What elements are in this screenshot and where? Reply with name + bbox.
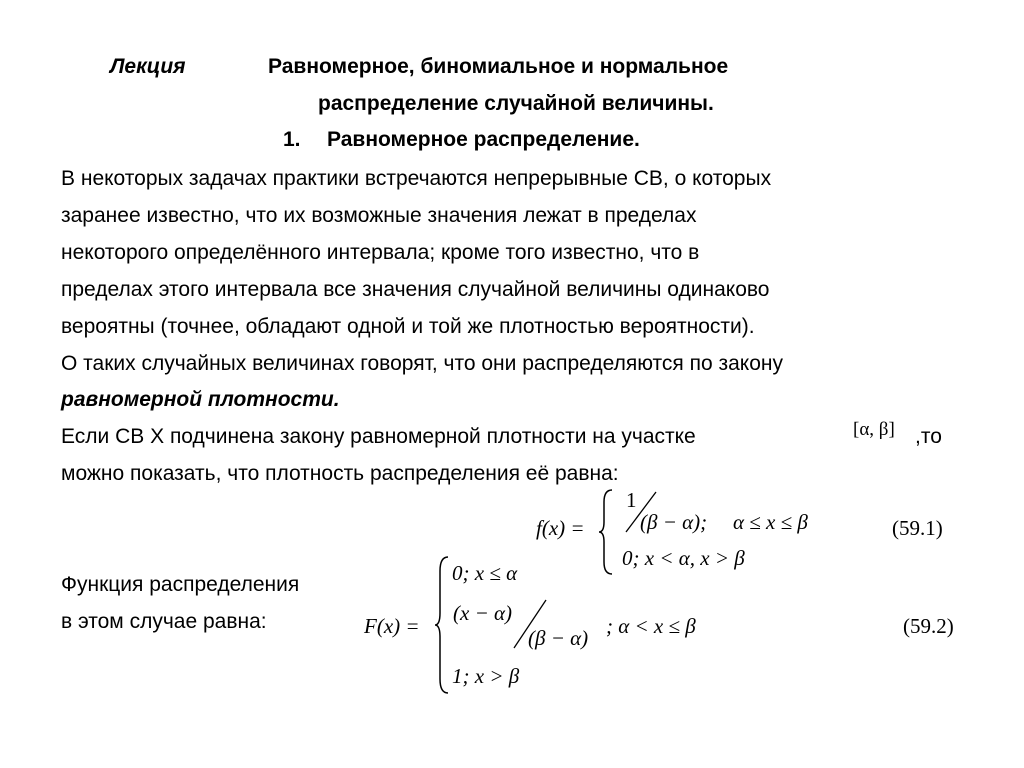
formula2-lhs: F(x) =	[364, 614, 420, 638]
paragraph1-line3: некоторого определённого интервала; кроме того известно, что в	[61, 241, 700, 264]
paragraph1-line1: В некоторых задачах практики встречаются непрерывные СВ, о которых	[61, 167, 772, 190]
lecture-label: Лекция	[110, 55, 186, 78]
paragraph2-line1: О таких случайных величинах говорят, что они распределяются по закону	[61, 352, 783, 375]
paragraph3-line1: Если СВ X подчинена закону равномерной плотности на участке	[61, 425, 696, 448]
formula2-case2-numerator: (x − α)	[453, 601, 513, 625]
lecture-title-line1: Равномерное, биномиальное и нормальное	[268, 55, 729, 78]
section-title: Равномерное распределение.	[327, 128, 640, 151]
lecture-title-line2: распределение случайной величины.	[318, 92, 714, 115]
paragraph2-emphasis: равномерной плотности.	[61, 388, 340, 411]
paragraph1-line5: вероятны (точнее, обладают одной и той же плотностью вероятности).	[61, 315, 755, 338]
formula2-case1: 0; x ≤ α	[452, 561, 518, 585]
formula2-case2-condition: ; α < x ≤ β	[606, 614, 696, 638]
paragraph1-line2: заранее известно, что их возможные значения лежат в пределах	[61, 204, 697, 227]
formula1-number: (59.1)	[892, 516, 943, 540]
paragraph1-line4: пределах этого интервала все значения случайной величины одинаково	[61, 278, 770, 301]
formula1-case1-denominator: (β − α);	[640, 510, 708, 534]
formula2-number: (59.2)	[903, 614, 954, 638]
paragraph3-line1-end: ,то	[915, 425, 942, 448]
formula2-brace	[434, 555, 452, 695]
formula1-case2: 0; x < α, x > β	[622, 546, 745, 570]
section-number: 1.	[283, 128, 301, 151]
formula2-case3: 1; x > β	[452, 664, 520, 688]
formula1-case1-condition: α ≤ x ≤ β	[733, 510, 808, 534]
paragraph3-line2: можно показать, что плотность распределения её равна:	[61, 462, 619, 485]
paragraph4-line2: в этом случае равна:	[61, 610, 267, 633]
paragraph4-line1: Функция распределения	[61, 573, 300, 596]
formula1-brace	[598, 488, 616, 576]
interval-notation: [α, β]	[853, 419, 895, 440]
formula1-case1-numerator: 1	[626, 488, 637, 512]
formula1-lhs: f(x) =	[536, 516, 585, 540]
formula2-case2-denominator: (β − α)	[528, 626, 589, 650]
